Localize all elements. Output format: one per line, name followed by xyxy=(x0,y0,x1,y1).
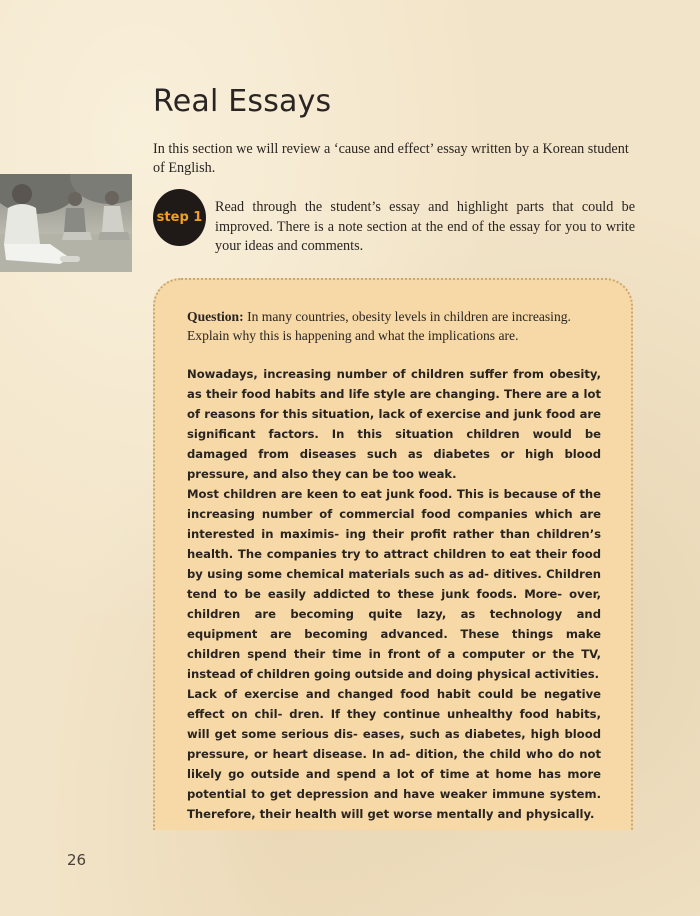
page-title: Real Essays xyxy=(153,84,332,119)
essay-question xyxy=(187,307,601,345)
step-instruction: Read through the student’s essay and highlight parts that could be improved. There is a note section at the end of the essay for you to write your ideas and comments. xyxy=(215,199,635,254)
question-text: In many countries, obesity levels in children are increasing. Explain why this is happening and what the implications are. xyxy=(187,309,571,343)
children-silhouettes-icon xyxy=(0,174,132,272)
essay-paragraph-3: Lack of exercise and changed food habit could be negative effect on chil- dren. If they continue unhealthy food habits, will get some serious dis- eases, such as diabetes, high blood pressure, or heart disease. In ad- dition, the child who do not likely go outside and spend a lot of time at home has more potential to get depression and have weaker immune system. Therefore, their health will get worse mentally and physically. xyxy=(187,687,601,821)
page-number: 26 xyxy=(67,851,87,869)
step-badge xyxy=(153,189,206,246)
question-label: Question: xyxy=(187,309,244,324)
children-photo xyxy=(0,174,132,272)
step-label: step 1 xyxy=(156,210,203,225)
essay-paragraph-2: Most children are keen to eat junk food. This is because of the increasing number of commercial food companies which are interested in maximis- ing their profit rather than children’s health. The companies try to attract children to eat their food by using some chemical materials such as ad- ditives. Children tend to be easily addicted to these junk foods. More- over, children are becoming quite lazy, as technology and equipment are becoming advanced. These things make children spend their time in front of a computer or the TV, instead of children going outside and doing physical activities. xyxy=(187,487,601,681)
intro-text: In this section we will review a ‘cause and effect’ essay written by a Korean student of English. xyxy=(153,141,629,176)
essay-paragraph-1: Nowadays, increasing number of children suffer from obesity, as their food habits and life style are changing. There are a lot of reasons for this situation, lack of exercise and junk food are significant factors. In this situation children would be damaged from diseases such as diabetes or high blood pressure, and also they can be too weak. xyxy=(187,367,601,481)
